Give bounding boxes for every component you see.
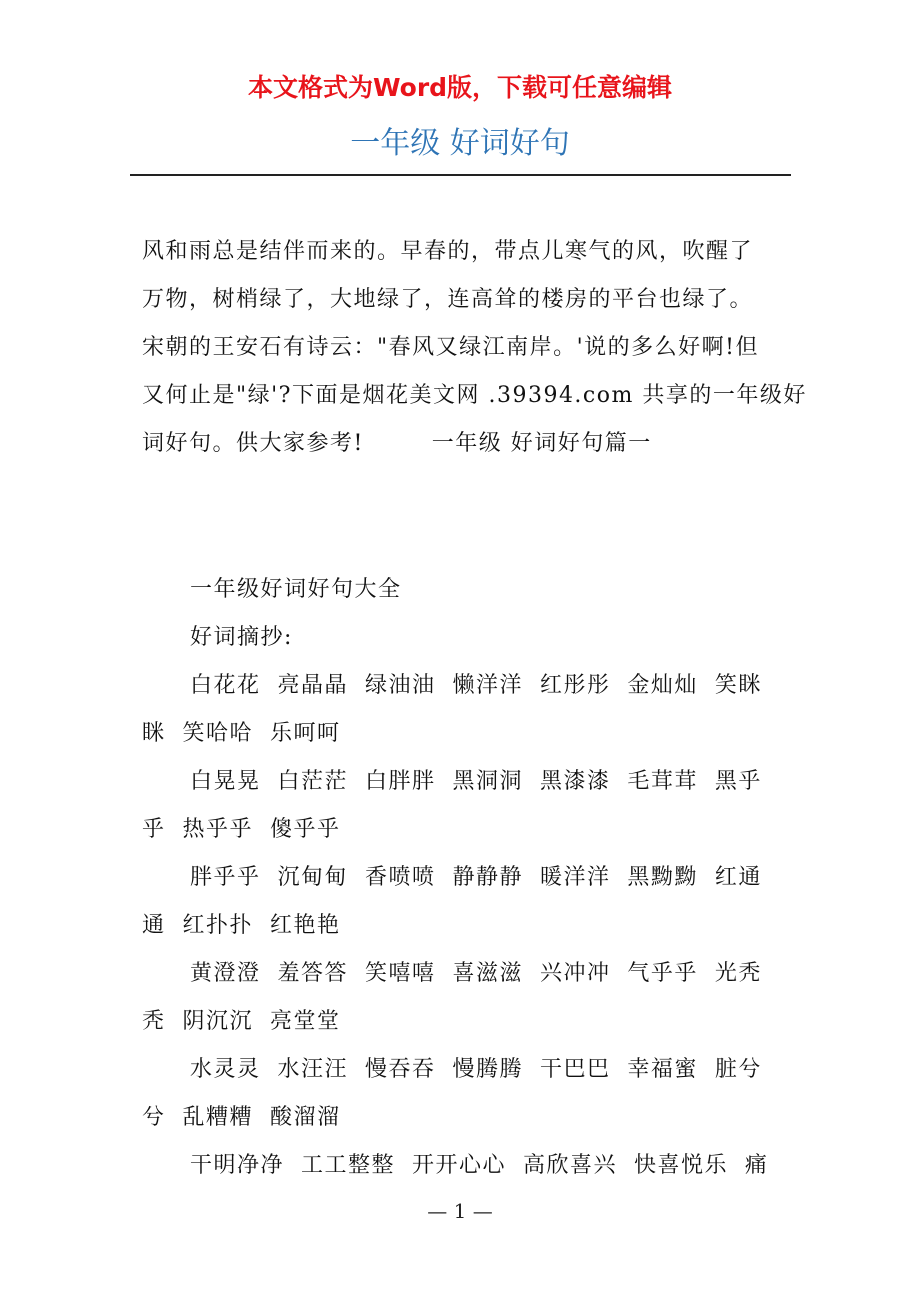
intro-line: 词好句。供大家参考! 一年级 好词好句篇一 (142, 431, 652, 456)
word-line: 秃 阴沉沉 亮堂堂 (142, 1009, 341, 1034)
word-line: 通 红扑扑 红艳艳 (142, 913, 341, 938)
format-notice: 本文格式为Word版，下载可任意编辑 (247, 73, 673, 102)
section-title: 一年级好词好句大全 (190, 577, 402, 602)
word-line: 乎 热乎乎 傻乎乎 (142, 817, 341, 842)
word-line: 眯 笑哈哈 乐呵呵 (142, 721, 341, 746)
intro-line: 万物，树梢绿了，大地绿了，连高耸的楼房的平台也绿了。 (142, 287, 754, 312)
intro-line: 宋朝的王安石有诗云："春风又绿江南岸。'说的多么好啊!但 (142, 335, 760, 360)
intro-line: 风和雨总是结伴而来的。早春的，带点儿寒气的风，吹醒了 (142, 239, 754, 264)
word-line: 干明净净 工工整整 开开心心 高欣喜兴 快喜悦乐 痛 (190, 1153, 769, 1178)
subheading: 好词摘抄: (190, 625, 293, 650)
word-line: 兮 乱糟糟 酸溜溜 (142, 1105, 341, 1130)
word-line: 黄澄澄 羞答答 笑嘻嘻 喜滋滋 兴冲冲 气乎乎 光秃 (190, 961, 762, 986)
page-number: — 1 — (427, 1199, 493, 1223)
page-title: 一年级 好词好句 (350, 126, 570, 161)
word-line: 白花花 亮晶晶 绿油油 懒洋洋 红彤彤 金灿灿 笑眯 (190, 673, 762, 698)
word-line: 白晃晃 白茫茫 白胖胖 黑洞洞 黑漆漆 毛茸茸 黑乎 (190, 769, 762, 794)
intro-line: 又何止是"绿'?下面是烟花美文网 .39394.com 共享的一年级好 (142, 383, 807, 408)
word-line: 胖乎乎 沉甸甸 香喷喷 静静静 暖洋洋 黑黝黝 红通 (190, 865, 762, 890)
title-divider (130, 174, 791, 176)
word-line: 水灵灵 水汪汪 慢吞吞 慢腾腾 干巴巴 幸福蜜 脏兮 (190, 1057, 762, 1082)
